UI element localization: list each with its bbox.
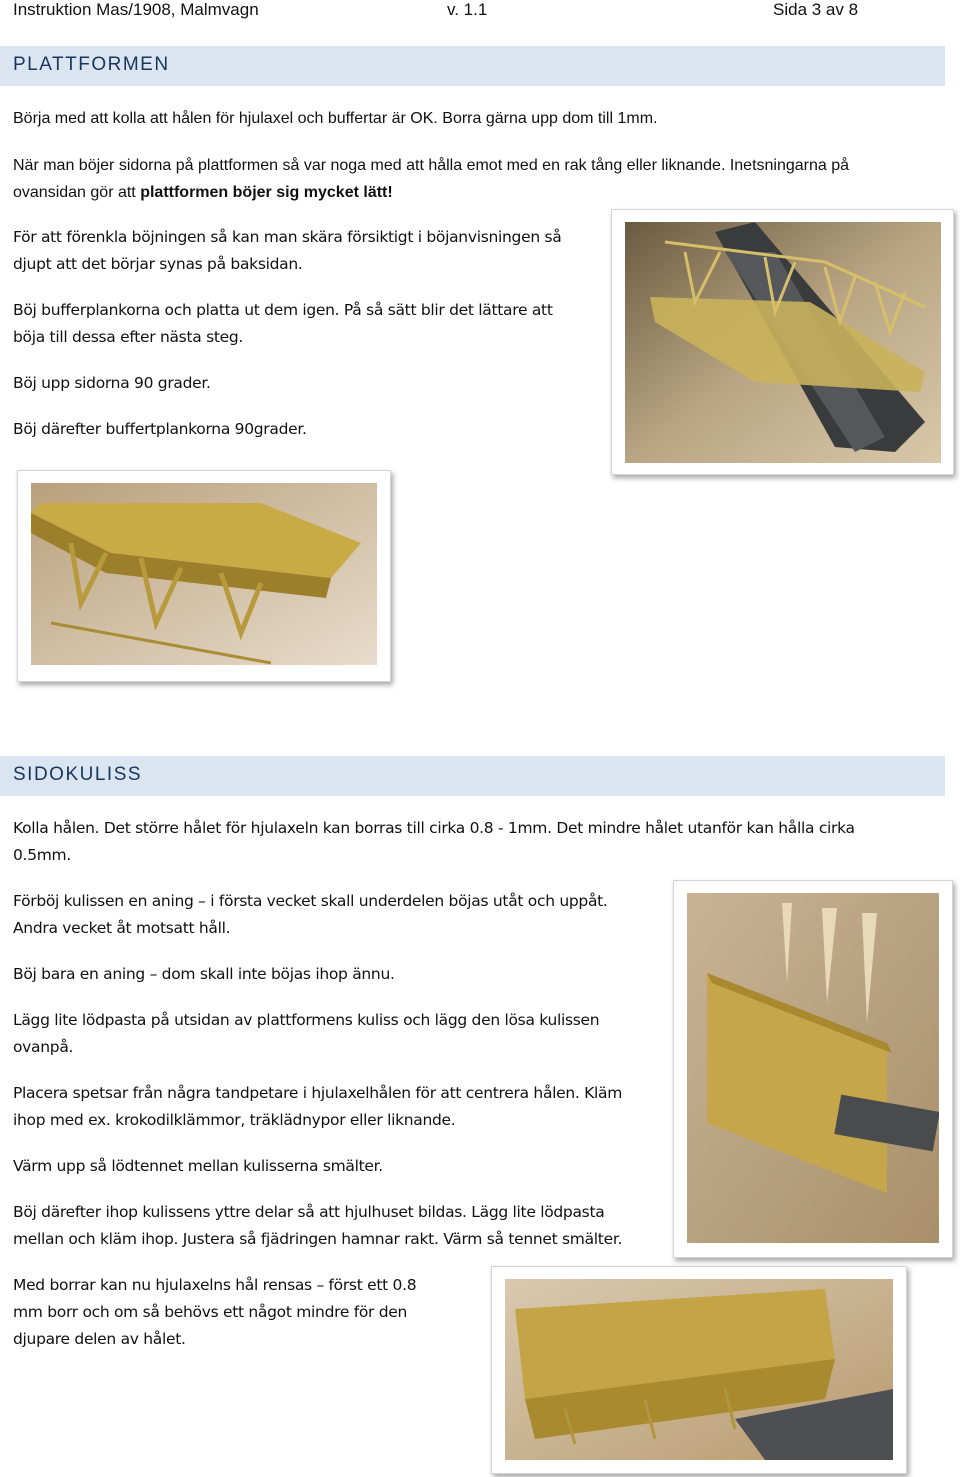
photo-drilling-axle-holes — [491, 1266, 907, 1474]
bold-text: plattformen böjer sig mycket lätt! — [140, 184, 393, 201]
paragraph-line — [13, 179, 849, 206]
photo-image — [687, 893, 939, 1243]
section-heading-plattformen — [0, 46, 945, 86]
paragraph — [13, 1080, 622, 1134]
paragraph-line: mellan och kläm ihop. Justera så fjädringen hamnar rakt. Värm så tennet smälter. — [13, 1230, 623, 1248]
paragraph — [13, 297, 553, 351]
paragraph-line: djupare delen av hålet. — [13, 1330, 186, 1348]
section-heading-text: PLATTFORMEN — [13, 54, 170, 75]
page-number: Sida 3 av 8 — [773, 0, 859, 19]
paragraph: Böj därefter buffertplankorna 90grader. — [13, 420, 307, 438]
paragraph-line: böja till dessa efter nästa steg. — [13, 328, 244, 346]
paragraph — [13, 152, 849, 206]
paragraph: Böj bara en aning – dom skall inte böjas ihop ännu. — [13, 965, 395, 983]
paragraph — [13, 224, 561, 278]
paragraph-line: 0.5mm. — [13, 846, 71, 864]
paragraph: Värm upp så lödtennet mellan kulisserna smälter. — [13, 1157, 383, 1175]
paragraph-line: Kolla hålen. Det större hålet för hjulaxeln kan borras till cirka 0.8 - 1mm. Det mindre hålet utanför kan hålla cirka — [13, 819, 855, 837]
photo-image — [625, 222, 941, 463]
paragraph-line: Andra vecket åt motsatt håll. — [13, 919, 231, 937]
paragraph — [13, 815, 855, 869]
paragraph-line: Med borrar kan nu hjulaxelns hål rensas – först ett 0.8 — [13, 1276, 417, 1294]
photo-kuliss-with-toothpicks — [673, 880, 953, 1258]
photo-image — [505, 1279, 893, 1460]
paragraph — [13, 1199, 622, 1253]
paragraph: Börja med att kolla att hålen för hjulaxel och buffertar är OK. Borra gärna upp dom till 1mm. — [13, 110, 658, 127]
paragraph — [13, 1272, 416, 1353]
paragraph-line: Böj därefter ihop kulissens yttre delar så att hjulhuset bildas. Lägg lite lödpasta — [13, 1203, 605, 1221]
section-heading-sidokuliss — [0, 756, 945, 796]
paragraph — [13, 888, 608, 942]
photo-finished-platform — [17, 470, 391, 682]
document-title: Instruktion Mas/1908, Malmvagn — [13, 0, 259, 19]
paragraph-line: ovanpå. — [13, 1038, 74, 1056]
photo-platform-in-pliers — [611, 209, 954, 475]
paragraph: Böj upp sidorna 90 grader. — [13, 374, 211, 392]
paragraph-line: ihop med ex. krokodilklämmor, träklädnypor eller liknande. — [13, 1111, 456, 1129]
paragraph-line: Förböj kulissen en aning – i första vecket skall underdelen böjas utåt och uppåt. — [13, 892, 608, 910]
document-version: v. 1.1 — [447, 0, 488, 19]
paragraph-line: Böj bufferplankorna och platta ut dem igen. På så sätt blir det lättare att — [13, 301, 553, 319]
paragraph-line: För att förenkla böjningen så kan man skära försiktigt i böjanvisningen så — [13, 228, 562, 246]
section-heading-text: SIDOKULISS — [13, 764, 143, 785]
paragraph-line: mm borr och om så behövs ett något mindre för den — [13, 1303, 408, 1321]
paragraph — [13, 1007, 599, 1061]
paragraph-line: djupt att det börjar synas på baksidan. — [13, 255, 303, 273]
page-header — [0, 0, 960, 22]
text-run: ovansidan gör att — [13, 184, 141, 201]
paragraph-line: När man böjer sidorna på plattformen så var noga med att hålla emot med en rak tång eller liknande. Inetsningarna på — [13, 157, 850, 174]
paragraph-line: Placera spetsar från några tandpetare i hjulaxelhålen för att centrera hålen. Kläm — [13, 1084, 623, 1102]
photo-image — [31, 483, 377, 665]
paragraph-line: Lägg lite lödpasta på utsidan av plattformens kuliss och lägg den lösa kulissen — [13, 1011, 600, 1029]
